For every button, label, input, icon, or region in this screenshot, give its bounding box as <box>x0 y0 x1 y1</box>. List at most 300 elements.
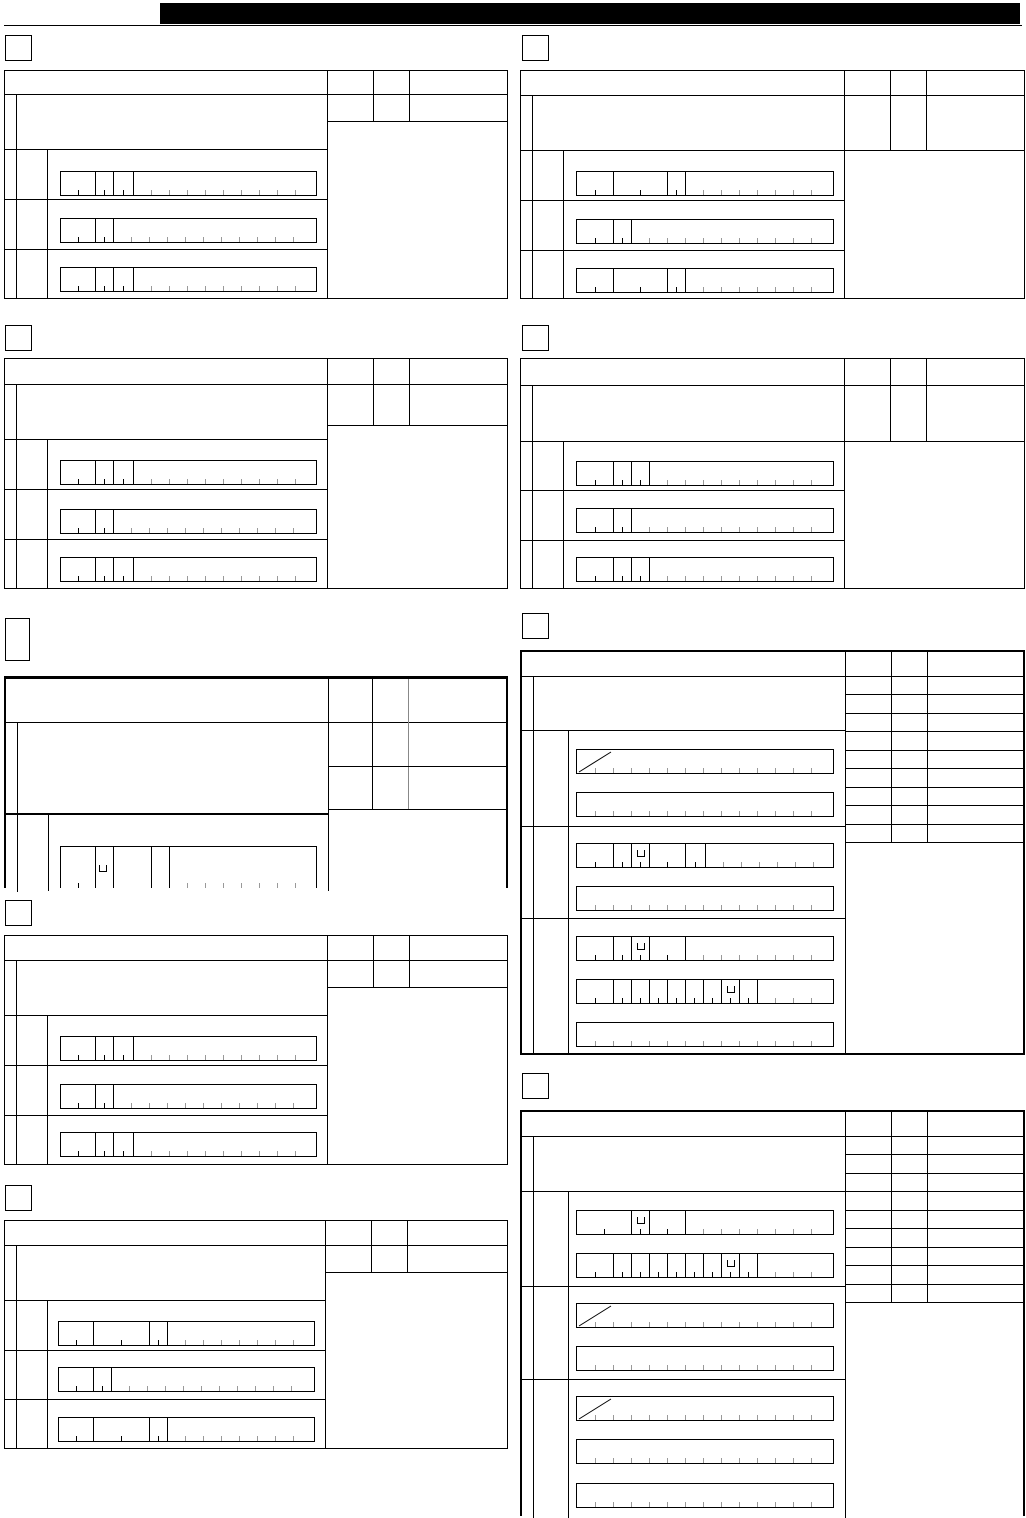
char-tick <box>703 480 704 485</box>
field-separator <box>93 1418 94 1441</box>
char-tick <box>667 238 668 243</box>
char-tick <box>131 1103 132 1108</box>
char-tick <box>649 238 650 243</box>
char-tick <box>257 1103 258 1108</box>
form-line <box>845 750 1023 751</box>
char-tick <box>721 768 722 773</box>
char-tick <box>775 1365 776 1370</box>
field-separator <box>631 980 632 1003</box>
char-tick <box>667 811 668 816</box>
char-tick <box>167 528 168 533</box>
text-entry-field[interactable] <box>58 1417 315 1442</box>
text-entry-field[interactable] <box>576 1303 834 1328</box>
form-line <box>568 1191 569 1518</box>
char-tick <box>595 1272 596 1277</box>
char-tick <box>757 1365 758 1370</box>
char-tick <box>239 1340 240 1345</box>
field-separator <box>631 462 632 485</box>
form-line <box>926 71 927 150</box>
char-tick <box>595 955 596 960</box>
char-tick <box>631 905 632 910</box>
form-line <box>373 359 374 425</box>
char-tick <box>775 955 776 960</box>
char-tick <box>712 998 713 1003</box>
char-tick <box>793 1229 794 1234</box>
char-tick <box>221 1103 222 1108</box>
char-tick <box>793 287 794 292</box>
char-tick <box>739 1322 740 1327</box>
text-entry-field[interactable] <box>60 460 317 485</box>
char-tick <box>293 1436 294 1441</box>
char-tick <box>757 527 758 532</box>
field-separator <box>631 1254 632 1277</box>
char-tick <box>293 528 294 533</box>
char-tick <box>293 237 294 242</box>
form-line <box>521 200 844 201</box>
field-separator <box>649 844 650 867</box>
form-line <box>845 1173 1023 1174</box>
text-entry-field[interactable] <box>576 1439 834 1464</box>
char-tick <box>685 905 686 910</box>
field-separator <box>113 268 114 291</box>
form-line <box>521 150 844 151</box>
text-entry-field[interactable] <box>60 1036 317 1061</box>
char-tick <box>757 1415 758 1420</box>
space-mark <box>637 943 645 950</box>
char-tick <box>757 905 758 910</box>
char-tick <box>685 480 686 485</box>
space-mark <box>637 1217 645 1224</box>
char-tick <box>241 883 242 888</box>
field-separator <box>703 1254 704 1277</box>
char-tick <box>739 1502 740 1507</box>
char-tick <box>78 576 79 581</box>
field-separator <box>93 1322 94 1345</box>
char-tick <box>221 528 222 533</box>
field-separator <box>113 847 114 888</box>
char-tick <box>739 480 740 485</box>
char-tick <box>793 1415 794 1420</box>
form-line <box>373 71 374 121</box>
text-entry-field[interactable] <box>60 509 317 534</box>
char-tick <box>703 238 704 243</box>
field-separator <box>649 980 650 1003</box>
char-tick <box>721 811 722 816</box>
text-entry-field[interactable] <box>576 171 834 196</box>
form-line <box>533 1136 534 1518</box>
space-mark <box>727 1260 735 1267</box>
text-entry-field[interactable] <box>576 1346 834 1371</box>
text-entry-field[interactable] <box>576 508 834 533</box>
form-line <box>5 1065 327 1066</box>
char-tick <box>275 237 276 242</box>
text-entry-field[interactable] <box>60 1132 317 1157</box>
text-entry-field[interactable] <box>576 1396 834 1421</box>
field-separator <box>93 1368 94 1391</box>
char-tick <box>703 1502 704 1507</box>
form-line <box>47 1300 48 1448</box>
char-tick <box>703 1322 704 1327</box>
char-tick <box>631 1415 632 1420</box>
char-tick <box>223 190 224 195</box>
char-tick <box>104 576 105 581</box>
char-tick <box>241 1151 242 1156</box>
text-entry-field[interactable] <box>576 219 834 244</box>
form-line <box>845 842 846 1053</box>
char-tick <box>595 905 596 910</box>
field-separator <box>649 1211 650 1234</box>
char-tick <box>205 576 206 581</box>
field-separator <box>113 1133 114 1156</box>
char-tick <box>721 1502 722 1507</box>
char-tick <box>730 1272 731 1277</box>
field-separator <box>631 937 632 960</box>
field-separator <box>95 510 96 533</box>
field-separator <box>703 980 704 1003</box>
text-entry-field[interactable] <box>576 1210 834 1235</box>
char-tick <box>78 237 79 242</box>
char-tick <box>775 1041 776 1046</box>
char-tick <box>757 1502 758 1507</box>
char-tick <box>239 1436 240 1441</box>
char-tick <box>149 237 150 242</box>
text-entry-field[interactable] <box>58 1367 315 1392</box>
char-tick <box>685 1415 686 1420</box>
form-line <box>373 936 374 987</box>
form-line <box>845 1112 846 1302</box>
char-tick <box>685 811 686 816</box>
char-tick <box>721 955 722 960</box>
char-tick <box>622 955 623 960</box>
field-separator <box>739 980 740 1003</box>
char-tick <box>649 1322 650 1327</box>
form-line <box>891 1112 892 1302</box>
form-line <box>407 1221 408 1272</box>
text-entry-field[interactable] <box>576 792 834 817</box>
char-tick <box>721 480 722 485</box>
field-separator <box>667 980 668 1003</box>
char-tick <box>241 286 242 291</box>
text-entry-field[interactable] <box>58 1321 315 1346</box>
text-entry-field[interactable] <box>60 171 317 196</box>
field-separator <box>667 269 668 292</box>
char-tick <box>667 862 668 867</box>
char-tick <box>169 1055 170 1060</box>
char-tick <box>757 190 758 195</box>
char-tick <box>275 1340 276 1345</box>
char-tick <box>775 768 776 773</box>
form-line <box>845 694 1023 695</box>
char-tick <box>187 883 188 888</box>
char-tick <box>631 1365 632 1370</box>
char-tick <box>201 1386 202 1391</box>
char-tick <box>595 190 596 195</box>
char-tick <box>123 1151 124 1156</box>
char-tick <box>759 862 760 867</box>
char-tick <box>811 190 812 195</box>
char-tick <box>667 1322 668 1327</box>
text-entry-field[interactable] <box>576 843 834 868</box>
char-tick <box>277 576 278 581</box>
form-line <box>845 731 1023 732</box>
form-line <box>5 489 327 490</box>
char-tick <box>793 1502 794 1507</box>
form-number-box <box>522 1073 549 1099</box>
char-tick <box>76 1386 77 1391</box>
char-tick <box>203 237 204 242</box>
text-entry-field[interactable] <box>60 1084 317 1109</box>
space-mark <box>727 986 735 993</box>
char-tick <box>259 1151 260 1156</box>
form-line <box>845 652 846 842</box>
field-separator <box>613 1254 614 1277</box>
diagonal-slash <box>577 1397 613 1420</box>
char-tick <box>185 1340 186 1345</box>
char-tick <box>604 1229 605 1234</box>
field-separator <box>721 1254 722 1277</box>
char-tick <box>613 1322 614 1327</box>
form-line <box>522 918 845 919</box>
char-tick <box>631 811 632 816</box>
header-bar <box>160 3 1020 24</box>
field-separator <box>685 980 686 1003</box>
form-line <box>845 1247 1023 1248</box>
char-tick <box>739 1365 740 1370</box>
char-tick <box>676 998 677 1003</box>
text-entry-field[interactable] <box>576 749 834 774</box>
form-line <box>5 199 327 200</box>
field-separator <box>631 1211 632 1234</box>
form-line <box>533 676 534 1053</box>
field-separator <box>631 844 632 867</box>
char-tick <box>685 527 686 532</box>
text-entry-field[interactable] <box>60 557 317 582</box>
form-line <box>890 359 891 441</box>
char-tick <box>703 576 704 581</box>
char-tick <box>676 190 677 195</box>
text-entry-field[interactable] <box>576 1022 834 1047</box>
char-tick <box>187 1151 188 1156</box>
form-line <box>522 1136 1023 1137</box>
char-tick <box>703 1458 704 1463</box>
char-tick <box>239 1103 240 1108</box>
field-separator <box>631 220 632 243</box>
char-tick <box>78 479 79 484</box>
char-tick <box>721 1322 722 1327</box>
text-entry-field[interactable] <box>60 218 317 243</box>
char-tick <box>811 768 812 773</box>
form-line <box>845 713 1023 714</box>
field-separator <box>95 558 96 581</box>
char-tick <box>595 1458 596 1463</box>
char-tick <box>775 480 776 485</box>
form-line <box>563 441 564 588</box>
char-tick <box>667 905 668 910</box>
form-line <box>5 249 327 250</box>
char-tick <box>793 1365 794 1370</box>
char-tick <box>78 883 79 888</box>
text-entry-field[interactable] <box>60 846 317 888</box>
char-tick <box>640 480 641 485</box>
field-separator <box>133 461 134 484</box>
char-tick <box>667 768 668 773</box>
char-tick <box>595 1502 596 1507</box>
char-tick <box>259 576 260 581</box>
char-tick <box>685 768 686 773</box>
char-tick <box>151 1151 152 1156</box>
form-number-box <box>5 900 32 926</box>
char-tick <box>613 1458 614 1463</box>
char-tick <box>613 811 614 816</box>
char-tick <box>277 190 278 195</box>
diagonal-slash <box>577 750 613 773</box>
form-line <box>5 149 327 150</box>
char-tick <box>613 1415 614 1420</box>
char-tick <box>104 528 105 533</box>
char-tick <box>658 1272 659 1277</box>
text-entry-field[interactable] <box>576 557 834 582</box>
char-tick <box>78 1055 79 1060</box>
char-tick <box>811 1365 812 1370</box>
char-tick <box>205 190 206 195</box>
char-tick <box>649 1365 650 1370</box>
form-line <box>5 1015 327 1016</box>
form-line <box>328 809 329 891</box>
char-tick <box>703 955 704 960</box>
char-tick <box>151 479 152 484</box>
text-entry-field[interactable] <box>576 979 834 1004</box>
char-tick <box>149 528 150 533</box>
field-separator <box>149 1322 150 1345</box>
char-tick <box>277 479 278 484</box>
char-tick <box>239 528 240 533</box>
char-tick <box>205 1151 206 1156</box>
char-tick <box>185 528 186 533</box>
char-tick <box>277 1151 278 1156</box>
char-tick <box>640 862 641 867</box>
char-tick <box>775 998 776 1003</box>
form-line <box>845 1154 1023 1155</box>
form-line <box>521 385 1024 386</box>
form-line <box>522 826 845 827</box>
char-tick <box>205 479 206 484</box>
char-tick <box>793 768 794 773</box>
form-line <box>6 813 328 815</box>
form-number-box <box>5 325 32 351</box>
char-tick <box>793 1272 794 1277</box>
char-tick <box>613 1502 614 1507</box>
char-tick <box>739 238 740 243</box>
field-separator <box>667 1254 668 1277</box>
char-tick <box>739 1041 740 1046</box>
text-entry-field[interactable] <box>576 936 834 961</box>
char-tick <box>721 576 722 581</box>
text-entry-field[interactable] <box>60 267 317 292</box>
char-tick <box>694 1272 695 1277</box>
char-tick <box>757 238 758 243</box>
form-line <box>844 441 1024 442</box>
text-entry-field[interactable] <box>576 1253 834 1278</box>
form-line <box>328 679 329 809</box>
char-tick <box>649 527 650 532</box>
char-tick <box>203 1340 204 1345</box>
char-tick <box>631 1502 632 1507</box>
text-entry-field[interactable] <box>576 461 834 486</box>
char-tick <box>613 1041 614 1046</box>
char-tick <box>795 862 796 867</box>
form-line <box>845 1284 1023 1285</box>
char-tick <box>703 1229 704 1234</box>
char-tick <box>622 527 623 532</box>
field-separator <box>133 1133 134 1156</box>
form-line <box>532 95 533 298</box>
char-tick <box>757 287 758 292</box>
field-separator <box>111 1368 112 1391</box>
char-tick <box>649 768 650 773</box>
form-line <box>844 71 845 150</box>
field-separator <box>757 1254 758 1277</box>
field-separator <box>133 172 134 195</box>
char-tick <box>613 905 614 910</box>
field-separator <box>685 269 686 292</box>
text-entry-field[interactable] <box>576 268 834 293</box>
form-number-box <box>5 1185 32 1211</box>
char-tick <box>793 1322 794 1327</box>
char-tick <box>811 1458 812 1463</box>
field-separator <box>133 268 134 291</box>
char-tick <box>151 190 152 195</box>
form-line <box>327 425 328 588</box>
char-tick <box>104 1103 105 1108</box>
form-line <box>845 1265 1023 1266</box>
form-line <box>371 1221 372 1272</box>
form-line <box>521 540 844 541</box>
char-tick <box>187 479 188 484</box>
char-tick <box>622 576 623 581</box>
char-tick <box>703 1041 704 1046</box>
char-tick <box>187 1055 188 1060</box>
form-line <box>328 766 506 767</box>
form-number-box <box>5 35 32 61</box>
field-separator <box>649 558 650 581</box>
char-tick <box>275 1103 276 1108</box>
char-tick <box>277 286 278 291</box>
field-separator <box>721 980 722 1003</box>
char-tick <box>259 883 260 888</box>
char-tick <box>123 479 124 484</box>
form-line <box>522 1286 845 1287</box>
field-separator <box>613 172 614 195</box>
char-tick <box>793 480 794 485</box>
text-entry-field[interactable] <box>576 886 834 911</box>
char-tick <box>595 287 596 292</box>
char-tick <box>703 811 704 816</box>
char-tick <box>293 1103 294 1108</box>
text-entry-field[interactable] <box>576 1483 834 1508</box>
char-tick <box>291 1386 292 1391</box>
field-separator <box>649 1254 650 1277</box>
char-tick <box>129 1386 130 1391</box>
char-tick <box>595 576 596 581</box>
char-tick <box>78 1151 79 1156</box>
char-tick <box>275 528 276 533</box>
char-tick <box>811 1415 812 1420</box>
char-tick <box>295 286 296 291</box>
char-tick <box>793 190 794 195</box>
space-mark <box>99 865 107 872</box>
char-tick <box>223 479 224 484</box>
form-line <box>5 439 327 440</box>
